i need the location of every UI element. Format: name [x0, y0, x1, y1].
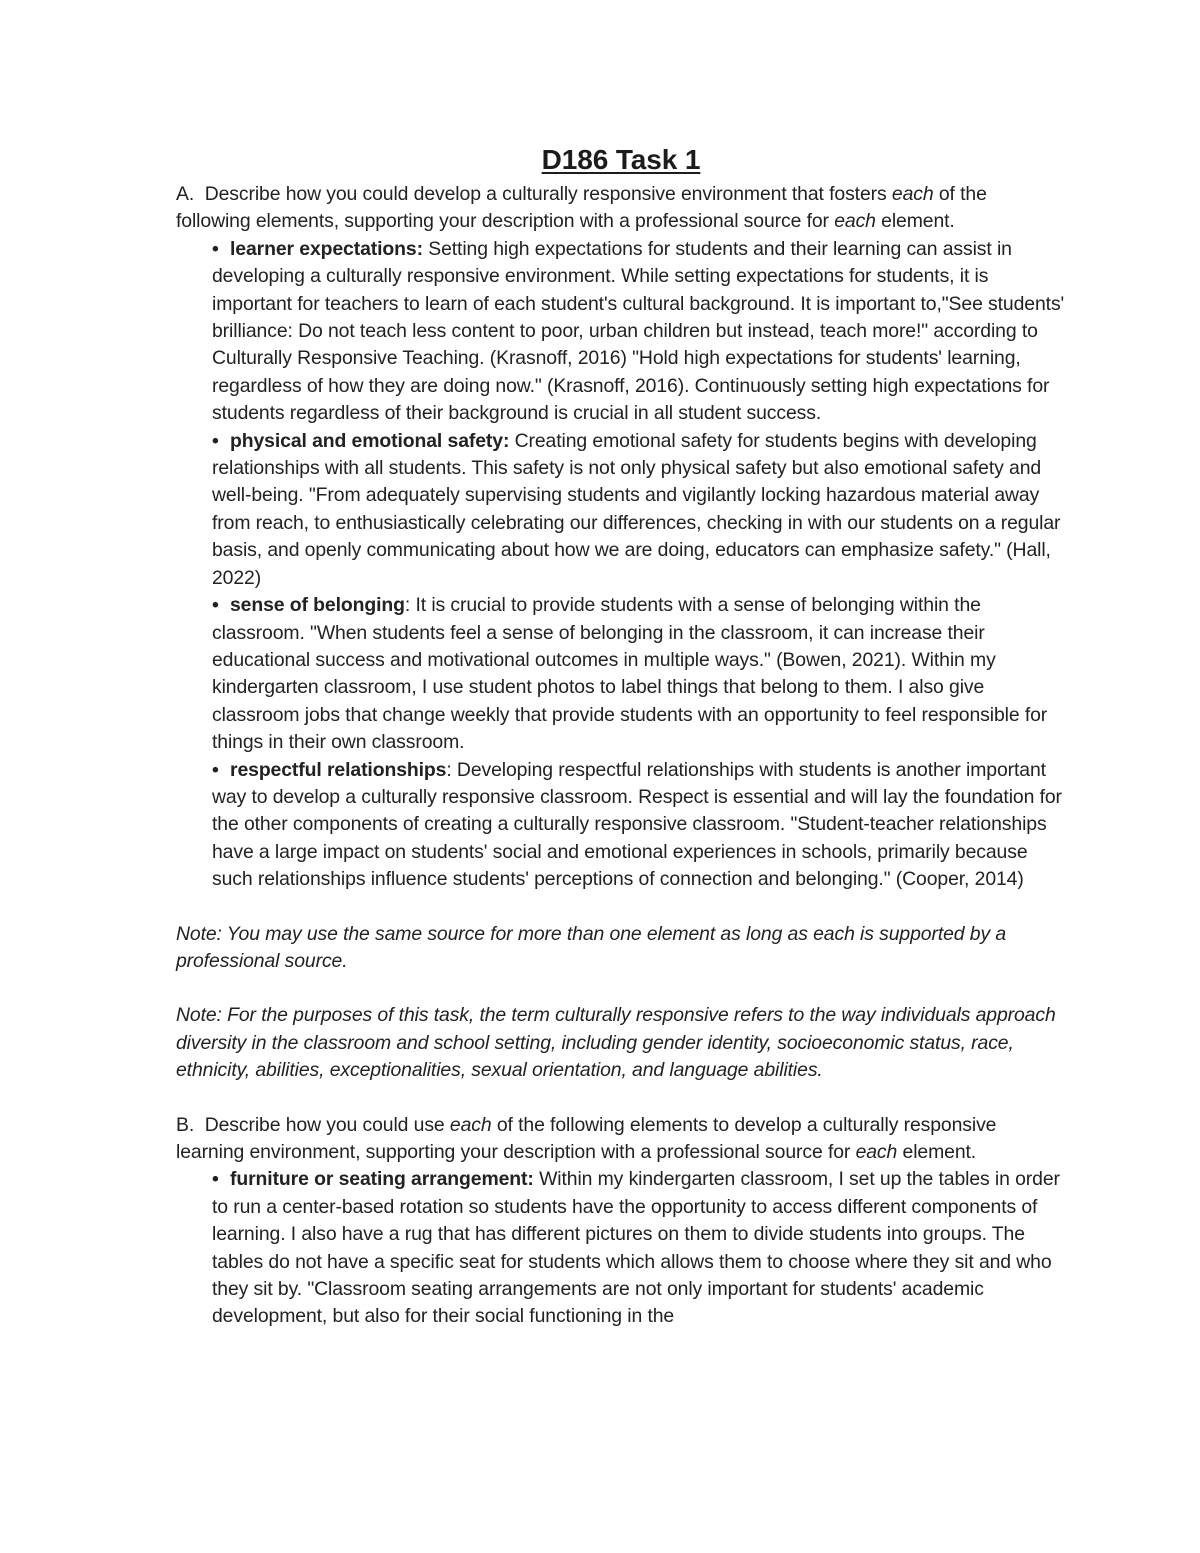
section-a-prompt-part-3: element.: [875, 210, 955, 233]
section-a-prompt-emphasis-1: each: [891, 183, 934, 205]
note-same-source: Note: You may use the same source for more than one element as long as each is supported by a professional source.: [176, 922, 1007, 972]
bullet-icon: •: [212, 1168, 219, 1191]
bullet-icon: •: [212, 758, 219, 781]
item-term: sense of belonging: [230, 594, 405, 617]
section-a-prompt-part-2: of the following elements, supporting your description with a professional source for: [176, 183, 987, 233]
item-text: Within my kindergarten classroom, I set up the tables in order to run a center-based rotation so students have the opportunity to access different components of learning. I also have a rug that has different pictures on them to divide students into groups. The tables do not have a specific seat for students which allows them to choose where they sit and who they sit by. "Classroom seating arrangements are not only important for students' academic development, but also for their social functioning in the: [212, 1168, 1060, 1328]
section-b-label: B.: [176, 1113, 195, 1136]
item-term: learner expectations:: [230, 237, 423, 260]
bullet-icon: •: [212, 237, 219, 260]
note-culturally-responsive-definition: Note: For the purposes of this task, the term culturally responsive refers to the way individuals approach diversity in the classroom and school setting, including gender identity, socioeconomic status, race, ethnicity, abilities, exceptionalities, sexual orientation, and language abilities.: [176, 1004, 1056, 1082]
item-term: respectful relationships: [230, 758, 447, 781]
item-term: furniture or seating arrangement:: [230, 1168, 534, 1191]
section-a-label: A.: [176, 183, 195, 205]
section-a-list: [176, 236, 1066, 894]
document-title: D186 Task 1: [541, 144, 701, 175]
item-text: : Developing respectful relationships with students is another important way to develop a culturally responsive classroom. Respect is essential and will lay the foundation for the other components of creating a culturally responsive classroom. "Student-teacher relationships have a large impact on students' social and emotional experiences in schools, primarily because such relationships influence students' perceptions of connection and belonging." (Cooper, 2014): [212, 758, 1062, 891]
list-item-learner-expectations: [212, 236, 1066, 428]
section-b-prompt: [176, 1112, 1066, 1167]
item-text: Setting high expectations for students and their learning can assist in developing a culturally responsive environment. While setting expectations for students, it is important for teachers to learn of each student's cultural background. It is important to,"See students' brilliance: Do not teach less content to poor, urban children but instead, teach more!" according to Culturally Responsive Teaching. (Krasnoff, 2016) "Hold high expectations for students' learning, regardless of how they are doing now." (Krasnoff, 2016). Continuously setting high expectations for students regardless of their background is crucial in all student success.: [212, 237, 1065, 425]
section-b-prompt-part-3: element.: [897, 1141, 977, 1163]
item-text: Creating emotional safety for students begins with developing relationships with all students. This safety is not only physical safety but also emotional safety and well-being. "From adequately supervising students and vigilantly locking hazardous material away from reach, to enthusiastically celebrating our differences, checking in with our students on a regular basis, and openly communicating about how we are doing, educators can emphasize safety." (Hall, 2022): [212, 429, 1061, 589]
list-item-furniture-seating: [212, 1166, 1066, 1330]
bullet-icon: •: [212, 429, 219, 452]
section-a-prompt: [176, 181, 1066, 236]
item-text: : It is crucial to provide students with a sense of belonging within the classroom. "When students feel a sense of belonging in the classroom, it can increase their educational success and motivational outcomes in multiple ways." (Bowen, 2021). Within my kindergarten classroom, I use student photos to label things that belong to them. I also give classroom jobs that change weekly that provide students with an opportunity to feel responsible for things in their own classroom.: [212, 594, 1048, 754]
item-term: physical and emotional safety:: [230, 429, 510, 452]
list-item-respectful-relationships: [212, 757, 1066, 894]
list-item-sense-of-belonging: [212, 592, 1066, 756]
section-b-prompt-part-2: of the following elements to develop a culturally responsive learning environment, supporting your description with a professional source for: [176, 1113, 997, 1163]
section-b-list: [176, 1166, 1066, 1330]
section-b-prompt-part-1: Describe how you could use: [204, 1113, 450, 1136]
section-a-prompt-emphasis-2: each: [834, 210, 876, 233]
section-a-prompt-part-1: Describe how you could develop a culturally responsive environment that fosters: [204, 183, 892, 205]
list-item-physical-emotional-safety: [212, 428, 1066, 592]
section-b-prompt-emphasis-2: each: [855, 1141, 898, 1163]
document-page: [176, 140, 1066, 1331]
bullet-icon: •: [212, 594, 219, 617]
section-b-prompt-emphasis-1: each: [449, 1113, 492, 1136]
